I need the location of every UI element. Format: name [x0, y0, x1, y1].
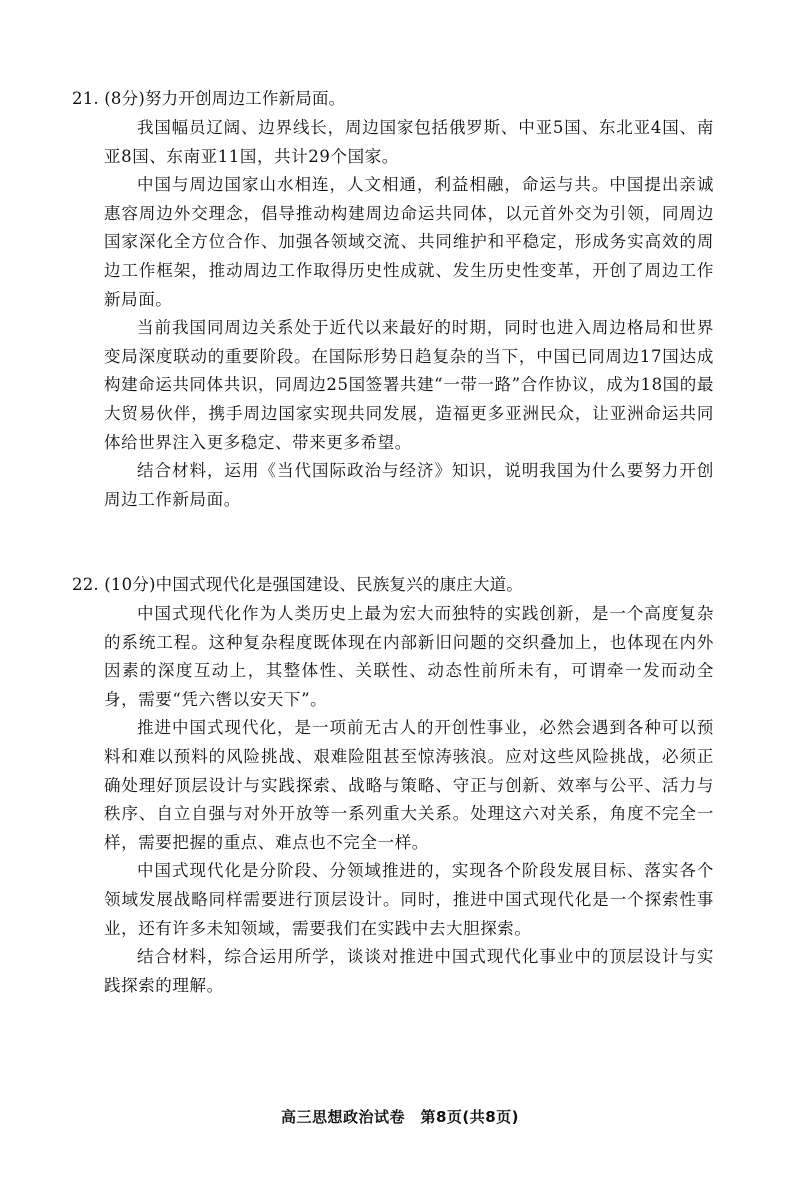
question-topic: 中国式现代化是强国建设、民族复兴的康庄大道。: [155, 575, 524, 594]
question-topic: 努力开创周边工作新局面。: [144, 89, 346, 108]
question-number: 21.: [72, 89, 99, 108]
question-score: (10分): [104, 575, 156, 594]
question-21: [72, 84, 714, 514]
question-22: [72, 570, 714, 1000]
material-paragraph: 我国幅员辽阔、边界线长，周边国家包括俄罗斯、中亚5国、东北亚4国、南亚8国、东南亚11国，共计29个国家。: [104, 118, 714, 166]
material-paragraph: 中国式现代化是分阶段、分领域推进的，实现各个阶段发展目标、落实各个领域发展战略同样需要进行顶层设计。同时，推进中国式现代化是一个探索性事业，还有许多未知领域，需要我们在实践中去大胆探索。: [104, 861, 714, 938]
material-paragraph: 中国与周边国家山水相连，人文相通，利益相融，命运与共。中国提出亲诚惠容周边外交理念，倡导推动构建周边命运共同体，以元首外交为引领，同周边国家深化全方位合作、加强各领域交流、共同维护和平稳定，形成务实高效的周边工作框架，推动周边工作取得历史性成就、发生历史性变革，开创了周边工作新局面。: [104, 175, 714, 309]
question-score: (8分): [104, 89, 145, 108]
material-paragraph: 中国式现代化作为人类历史上最为宏大而独特的实践创新，是一个高度复杂的系统工程。这种复杂程度既体现在内部新旧问题的交织叠加上，也体现在内外因素的深度互动上，其整体性、关联性、动态性前所未有，可谓牵一发而动全身，需要“凭六辔以安天下”。: [104, 604, 714, 709]
question-number: 22.: [72, 575, 99, 594]
material-paragraph: 当前我国同周边关系处于近代以来最好的时期，同时也进入周边格局和世界变局深度联动的重要阶段。在国际形势日趋复杂的当下，中国已同周边17国达成构建命运共同体共识，同周边25国签署共建“一带一路”合作协议，成为18国的最大贸易伙伴，携手周边国家实现共同发展，造福更多亚洲民众，让亚洲命运共同体给世界注入更多稳定、带来更多希望。: [104, 318, 714, 452]
question-title: [72, 84, 714, 114]
material-paragraph: 推进中国式现代化，是一项前无古人的开创性事业，必然会遇到各种可以预料和难以预料的风险挑战、艰难险阻甚至惊涛骇浪。应对这些风险挑战，必须正确处理好顶层设计与实践探索、战略与策略、守正与创新、效率与公平、活力与秩序、自立自强与对外开放等一系列重大关系。处理这六对关系，角度不完全一样，需要把握的重点、难点也不完全一样。: [104, 718, 714, 852]
question-prompt: 结合材料，综合运用所学，谈谈对推进中国式现代化事业中的顶层设计与实践探索的理解。: [104, 947, 714, 995]
question-title: [72, 570, 714, 600]
page-footer: 高三思想政治试卷 第8页(共8页): [280, 1108, 520, 1126]
question-prompt: 结合材料，运用《当代国际政治与经济》知识，说明我国为什么要努力开创周边工作新局面。: [104, 461, 714, 509]
